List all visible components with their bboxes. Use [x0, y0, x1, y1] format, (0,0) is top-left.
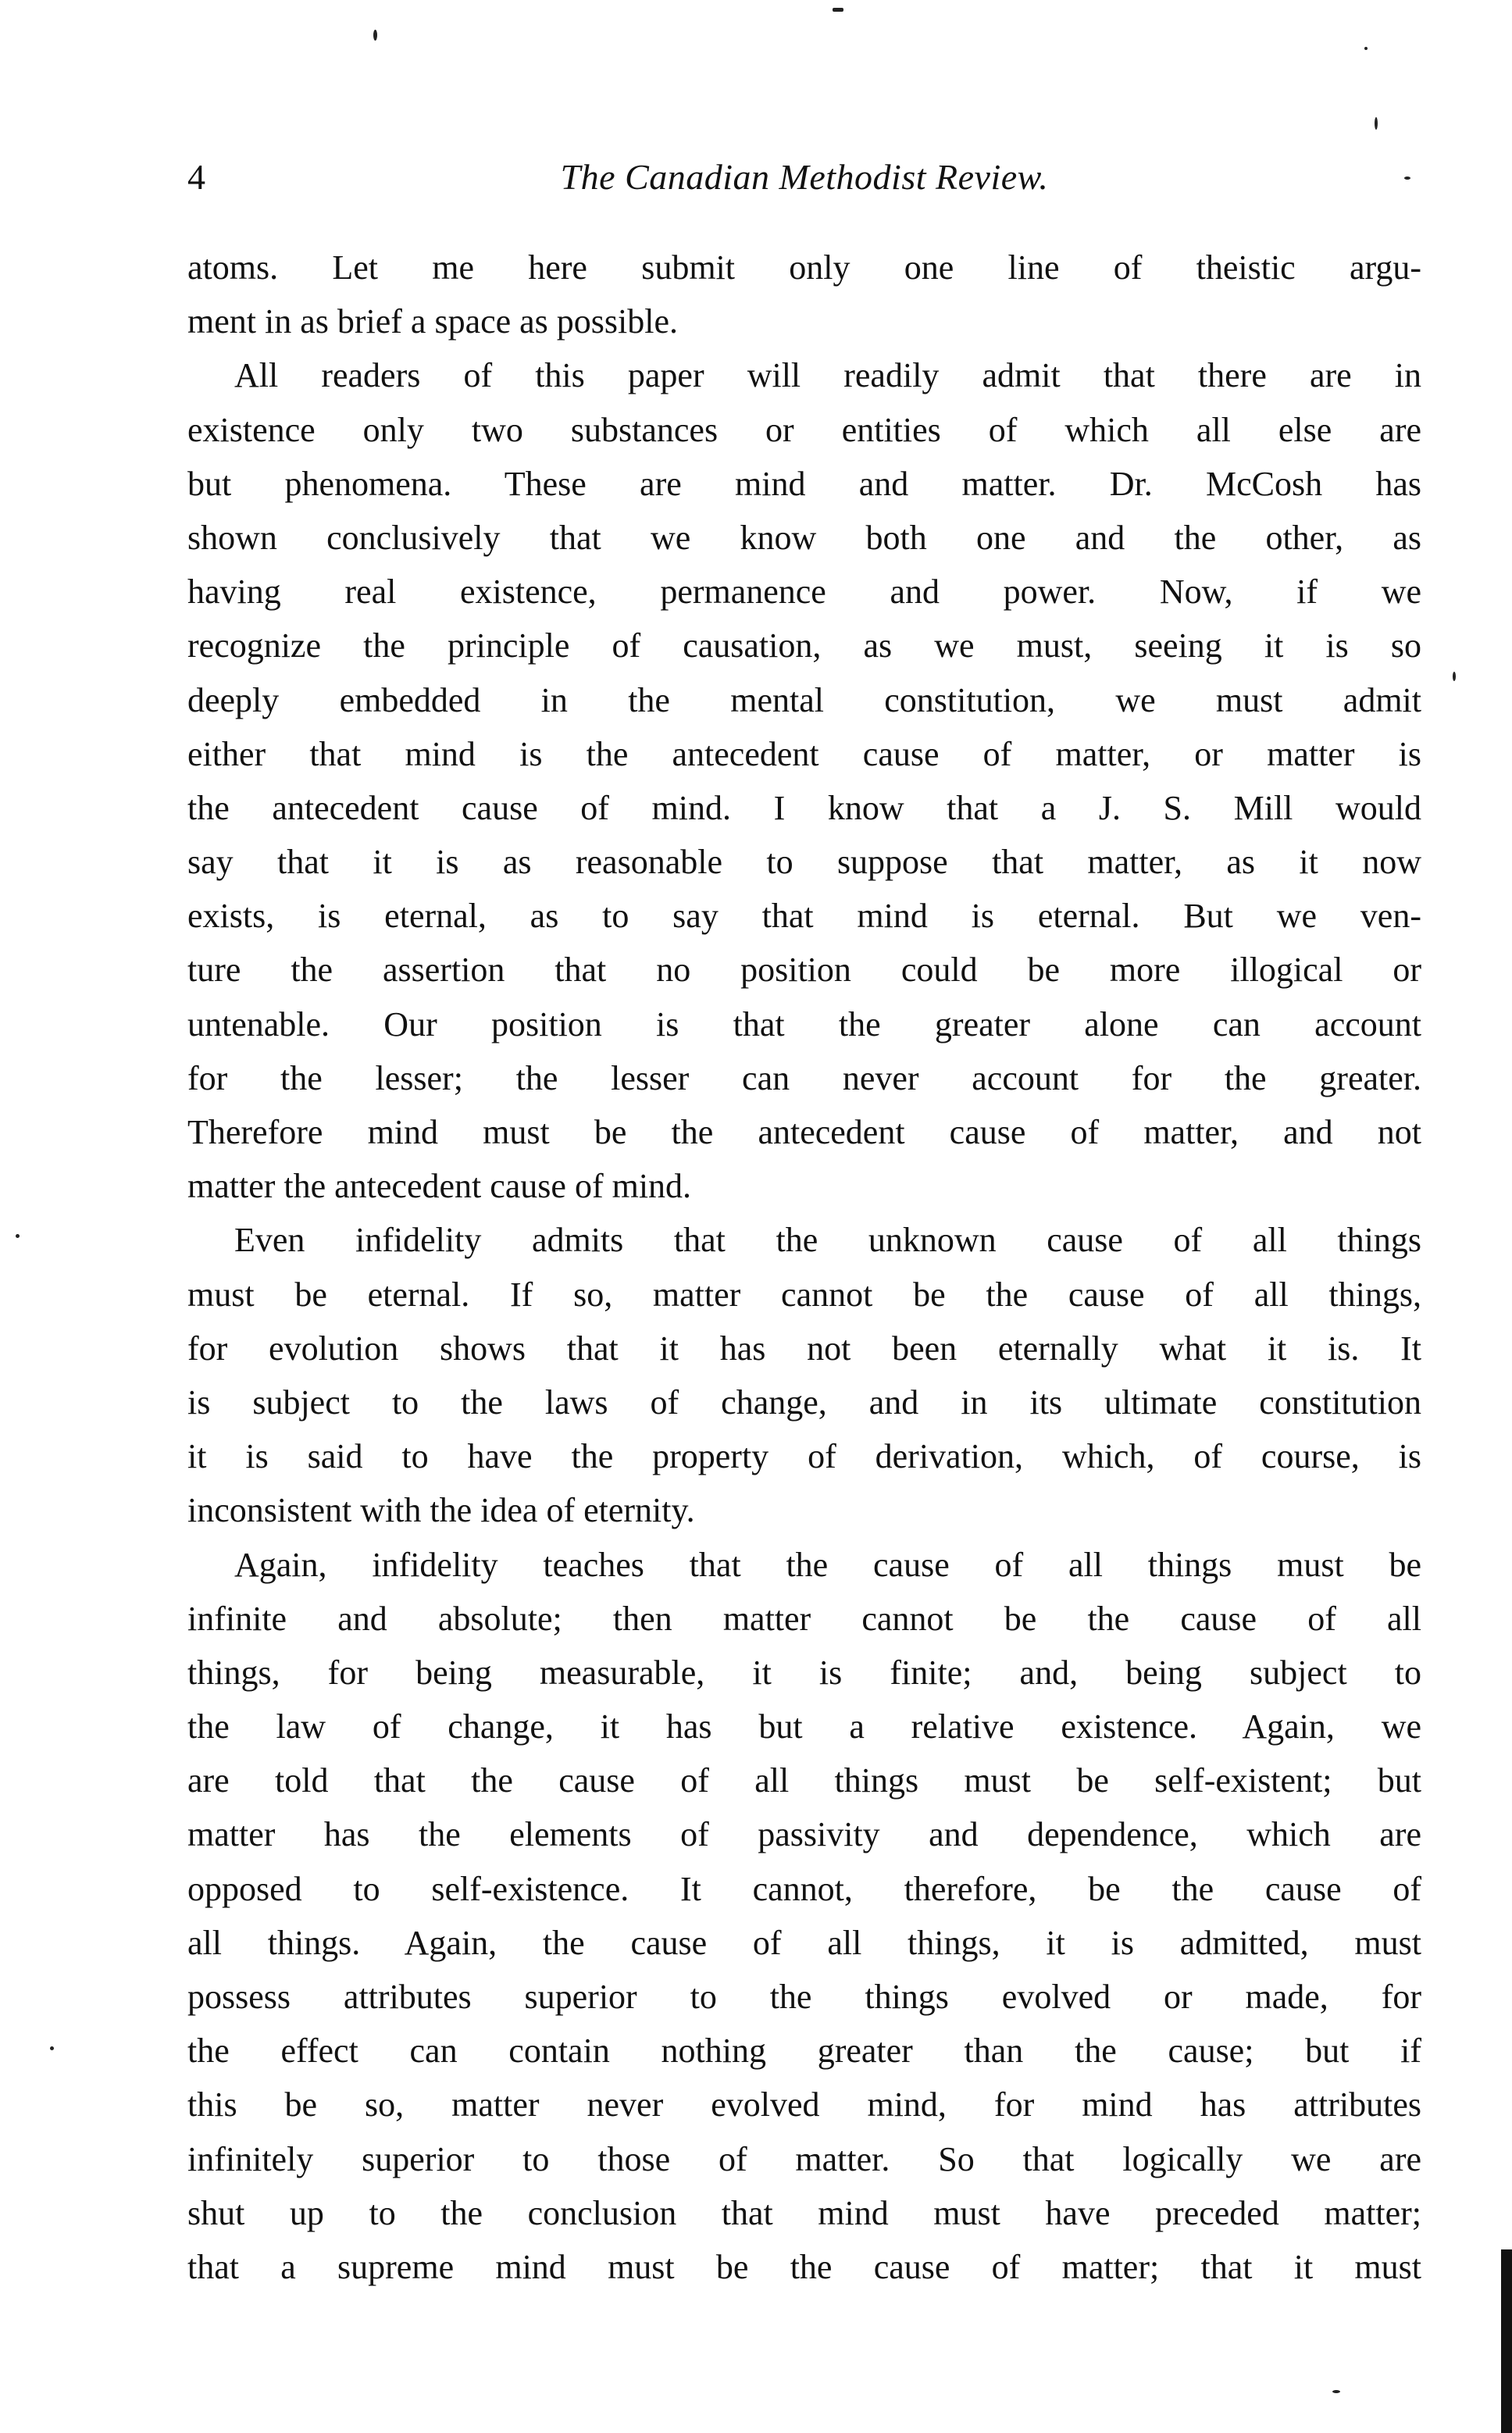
text-line: the effect can contain nothing greater than the cause; but if	[187, 2032, 1421, 2071]
text-line: say that it is as reasonable to suppose that matter, as it now	[187, 843, 1421, 882]
text-line: that a supreme mind must be the cause of matter; that it must	[187, 2247, 1421, 2286]
scan-speck	[1404, 177, 1410, 180]
page-number: 4	[187, 157, 205, 197]
text-line: untenable. Our position is that the greater alone can account	[187, 1004, 1421, 1043]
text-line: is subject to the laws of change, and in its ultimate constitution	[187, 1382, 1421, 1422]
text-line: inconsistent with the idea of eternity.	[187, 1491, 695, 1530]
text-line: Even infidelity admits that the unknown cause of all things	[234, 1221, 1421, 1260]
text-line: this be so, matter never evolved mind, for mind has attributes	[187, 2085, 1421, 2124]
text-line: All readers of this paper will readily admit that there are in	[234, 356, 1421, 395]
text-line: shut up to the conclusion that mind must have preceded matter;	[187, 2193, 1421, 2232]
text-line: opposed to self-existence. It cannot, therefore, be the cause of	[187, 1869, 1421, 1908]
text-line: deeply embedded in the mental constitution, we must admit	[187, 680, 1421, 719]
text-line: infinitely superior to those of matter. So that logically we are	[187, 2139, 1421, 2178]
text-line: exists, is eternal, as to say that mind is eternal. But we ven-	[187, 897, 1421, 936]
journal-title: The Canadian Methodist Review.	[560, 157, 1049, 197]
scan-speck	[16, 1234, 20, 1238]
scan-speck	[1364, 47, 1368, 50]
body-text	[187, 241, 1421, 2294]
text-line: things, for being measurable, it is finite; and, being subject to	[187, 1653, 1421, 1692]
text-line: ment in as brief a space as possible.	[187, 302, 679, 341]
scan-speck	[1375, 117, 1378, 130]
scan-speck	[1453, 672, 1456, 681]
text-line: it is said to have the property of derivation, which, of course, is	[187, 1437, 1421, 1476]
scan-speck	[50, 2046, 54, 2050]
text-line: matter the antecedent cause of mind.	[187, 1167, 692, 1206]
text-line: must be eternal. If so, matter cannot be the cause of all things,	[187, 1275, 1421, 1314]
text-line: atoms. Let me here submit only one line of theistic argu-	[187, 248, 1421, 287]
text-line: are told that the cause of all things must be self-existent; but	[187, 1761, 1421, 1800]
text-line: infinite and absolute; then matter cannot be the cause of all	[187, 1599, 1421, 1638]
text-line: possess attributes superior to the things evolved or made, for	[187, 1978, 1421, 2016]
text-line: for evolution shows that it has not been eternally what it is. It	[187, 1329, 1421, 1368]
text-line: having real existence, permanence and power. Now, if we	[187, 573, 1421, 612]
text-line: existence only two substances or entities of which all else are	[187, 410, 1421, 449]
text-line: but phenomena. These are mind and matter. Dr. McCosh has	[187, 464, 1421, 503]
text-line: either that mind is the antecedent cause of matter, or matter is	[187, 734, 1421, 773]
text-line: recognize the principle of causation, as we must, seeing it is so	[187, 626, 1421, 665]
scan-speck	[1332, 2390, 1340, 2393]
text-line: shown conclusively that we know both one and the other, as	[187, 518, 1421, 557]
text-line: matter has the elements of passivity and dependence, which are	[187, 1815, 1421, 1854]
text-line: all things. Again, the cause of all things, it is admitted, must	[187, 1923, 1421, 1962]
scan-speck	[373, 30, 377, 41]
scan-edge-shadow	[1501, 2249, 1512, 2433]
text-line: Again, infidelity teaches that the cause of all things must be	[234, 1545, 1421, 1584]
text-line: the antecedent cause of mind. I know that a J. S. Mill would	[187, 788, 1421, 827]
text-line: the law of change, it has but a relative existence. Again, we	[187, 1707, 1421, 1746]
text-line: ture the assertion that no position could be more illogical or	[187, 951, 1421, 990]
text-line: for the lesser; the lesser can never account for the greater.	[187, 1058, 1421, 1097]
scan-speck	[833, 8, 843, 12]
running-head	[187, 156, 1421, 203]
text-line: Therefore mind must be the antecedent cause of matter, and not	[187, 1113, 1421, 1151]
